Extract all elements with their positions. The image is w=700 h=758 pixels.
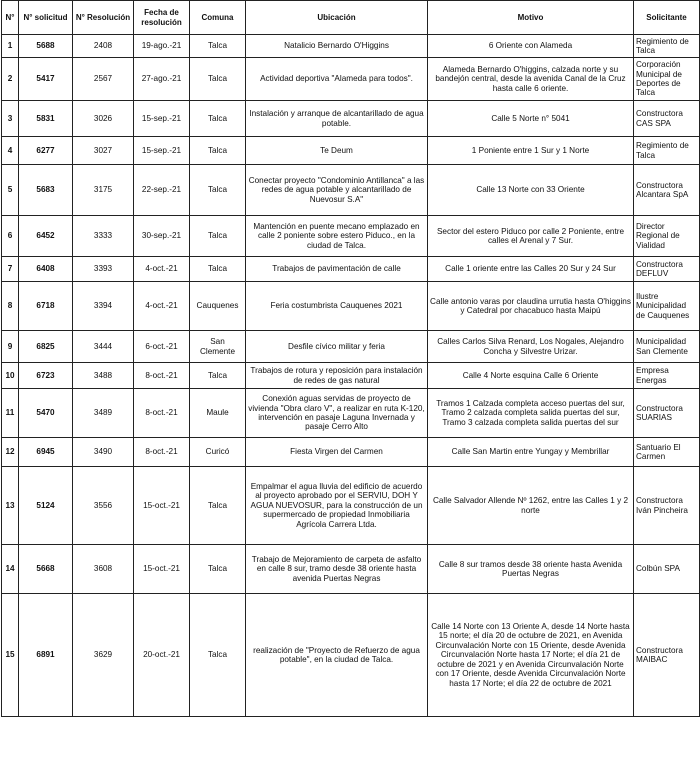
cell-resolucion: 3488 xyxy=(73,363,134,389)
cell-solicitante: Municipalidad San Clemente xyxy=(634,331,700,363)
cell-comuna: Talca xyxy=(190,58,246,101)
cell-comuna: Cauquenes xyxy=(190,282,246,331)
cell-fecha: 6-oct.-21 xyxy=(134,331,190,363)
cell-comuna: Talca xyxy=(190,137,246,165)
cell-fecha: 27-ago.-21 xyxy=(134,58,190,101)
cell-comuna: Talca xyxy=(190,216,246,257)
cell-motivo: Tramos 1 Calzada completa acceso puertas del sur, Tramo 2 calzada completa salida puertas del sur, Tramo 3 calzada completa salida puertas del sur xyxy=(428,389,634,438)
cell-ubicacion: Trabajos de rotura y reposición para instalación de redes de gas natural xyxy=(246,363,428,389)
cell-n: 5 xyxy=(2,165,19,216)
header-fecha: Fecha de resolución xyxy=(134,1,190,35)
cell-ubicacion: Actividad deportiva "Alameda para todos". xyxy=(246,58,428,101)
cell-n: 6 xyxy=(2,216,19,257)
cell-solicitante: Director Regional de Vialidad xyxy=(634,216,700,257)
cell-solicitud: 5668 xyxy=(19,545,73,594)
cell-ubicacion: Fiesta Virgen del Carmen xyxy=(246,438,428,467)
cell-ubicacion: Instalación y arranque de alcantarillado de agua potable. xyxy=(246,101,428,137)
cell-resolucion: 3629 xyxy=(73,594,134,717)
table-row xyxy=(2,438,700,467)
cell-resolucion: 3490 xyxy=(73,438,134,467)
cell-solicitud: 5688 xyxy=(19,35,73,58)
header-motivo: Motivo xyxy=(428,1,634,35)
cell-fecha: 15-sep.-21 xyxy=(134,137,190,165)
cell-motivo: Calle antonio varas por claudina urrutia hasta O'higgins y Catedral por chacabuco hasta Maipú xyxy=(428,282,634,331)
cell-solicitud: 5683 xyxy=(19,165,73,216)
cell-fecha: 22-sep.-21 xyxy=(134,165,190,216)
cell-resolucion: 3444 xyxy=(73,331,134,363)
cell-ubicacion: Conectar proyecto "Condominio Antillanca" a las redes de agua potable y alcantarillado de Nuevosur S.A" xyxy=(246,165,428,216)
cell-n: 7 xyxy=(2,257,19,282)
cell-n: 11 xyxy=(2,389,19,438)
table-row xyxy=(2,389,700,438)
cell-fecha: 15-sep.-21 xyxy=(134,101,190,137)
cell-comuna: Talca xyxy=(190,467,246,545)
cell-motivo: Calles Carlos Silva Renard, Los Nogales, Alejandro Concha y Silvestre Urizar. xyxy=(428,331,634,363)
table-row xyxy=(2,467,700,545)
cell-solicitud: 6452 xyxy=(19,216,73,257)
cell-solicitante: Constructora Alcantara SpA xyxy=(634,165,700,216)
cell-fecha: 20-oct.-21 xyxy=(134,594,190,717)
table-row xyxy=(2,101,700,137)
cell-motivo: Alameda Bernardo O'higgins, calzada norte y su bandejón central, desde la avenida Canal de la Cruz hasta calle 6 oriente. xyxy=(428,58,634,101)
table-row xyxy=(2,137,700,165)
cell-resolucion: 3393 xyxy=(73,257,134,282)
cell-n: 4 xyxy=(2,137,19,165)
cell-fecha: 8-oct.-21 xyxy=(134,389,190,438)
cell-solicitante: Constructora MAIBAC xyxy=(634,594,700,717)
cell-ubicacion: realización de "Proyecto de Refuerzo de agua potable", en la ciudad de Talca. xyxy=(246,594,428,717)
cell-resolucion: 3394 xyxy=(73,282,134,331)
cell-solicitud: 6945 xyxy=(19,438,73,467)
cell-comuna: Talca xyxy=(190,101,246,137)
table-row xyxy=(2,363,700,389)
cell-solicitante: Regimiento de Talca xyxy=(634,137,700,165)
cell-solicitante: Constructora DEFLUV xyxy=(634,257,700,282)
cell-motivo: Calle 14 Norte con 13 Oriente A, desde 14 Norte hasta 15 norte; el día 20 de octubre de 2021, en Avenida Circunvalación Norte con 15 Oriente, desde Avenida Circunvalación Norte hasta 17 Norte; el día 21 de octubre de 2021 y en Avenida Circunvalación Norte con 17 Oriente, desde Avenida Circunvalación Norte hasta 17 Norte; el día 22 de octubre de 2021 xyxy=(428,594,634,717)
cell-solicitud: 6408 xyxy=(19,257,73,282)
cell-motivo: Calle San Martin entre Yungay y Membrillar xyxy=(428,438,634,467)
cell-solicitante: Constructora Iván Pincheira xyxy=(634,467,700,545)
cell-motivo: Calle 5 Norte n° 5041 xyxy=(428,101,634,137)
cell-n: 13 xyxy=(2,467,19,545)
cell-motivo: Calle Salvador Allende Nº 1262, entre las Calles 1 y 2 norte xyxy=(428,467,634,545)
cell-fecha: 30-sep.-21 xyxy=(134,216,190,257)
cell-fecha: 19-ago.-21 xyxy=(134,35,190,58)
header-solicitud: N° solicitud xyxy=(19,1,73,35)
cell-comuna: Talca xyxy=(190,257,246,282)
cell-ubicacion: Te Deum xyxy=(246,137,428,165)
resolutions-table xyxy=(1,0,700,717)
cell-comuna: Talca xyxy=(190,35,246,58)
header-comuna: Comuna xyxy=(190,1,246,35)
cell-solicitud: 6277 xyxy=(19,137,73,165)
table-row xyxy=(2,165,700,216)
table-row xyxy=(2,35,700,58)
cell-solicitud: 5831 xyxy=(19,101,73,137)
cell-solicitante: Empresa Energas xyxy=(634,363,700,389)
cell-solicitante: Constructora CAS SPA xyxy=(634,101,700,137)
cell-n: 12 xyxy=(2,438,19,467)
cell-resolucion: 2567 xyxy=(73,58,134,101)
cell-solicitante: Corporación Municipal de Deportes de Talca xyxy=(634,58,700,101)
cell-n: 10 xyxy=(2,363,19,389)
header-row xyxy=(2,1,700,35)
cell-n: 2 xyxy=(2,58,19,101)
cell-motivo: 1 Poniente entre 1 Sur y 1 Norte xyxy=(428,137,634,165)
header-resolucion: N° Resolución xyxy=(73,1,134,35)
cell-solicitud: 5470 xyxy=(19,389,73,438)
cell-solicitante: Ilustre Municipalidad de Cauquenes xyxy=(634,282,700,331)
cell-fecha: 8-oct.-21 xyxy=(134,438,190,467)
cell-ubicacion: Feria costumbrista Cauquenes 2021 xyxy=(246,282,428,331)
cell-n: 8 xyxy=(2,282,19,331)
cell-solicitud: 6718 xyxy=(19,282,73,331)
cell-ubicacion: Mantención en puente mecano emplazado en calle 2 poniente sobre estero Piduco., en la ciudad de Talca. xyxy=(246,216,428,257)
cell-motivo: Calle 1 oriente entre las Calles 20 Sur y 24 Sur xyxy=(428,257,634,282)
table-row xyxy=(2,257,700,282)
cell-fecha: 8-oct.-21 xyxy=(134,363,190,389)
cell-solicitante: Regimiento de Talca xyxy=(634,35,700,58)
cell-motivo: Calle 4 Norte esquina Calle 6 Oriente xyxy=(428,363,634,389)
cell-n: 14 xyxy=(2,545,19,594)
cell-solicitud: 6723 xyxy=(19,363,73,389)
cell-fecha: 15-oct.-21 xyxy=(134,467,190,545)
cell-solicitud: 6891 xyxy=(19,594,73,717)
cell-resolucion: 3608 xyxy=(73,545,134,594)
cell-solicitud: 5124 xyxy=(19,467,73,545)
cell-fecha: 4-oct.-21 xyxy=(134,257,190,282)
header-solicitante: Solicitante xyxy=(634,1,700,35)
cell-ubicacion: Trabajo de Mejoramiento de carpeta de asfalto en calle 8 sur, tramo desde 38 oriente hasta avenida Puertas Negras xyxy=(246,545,428,594)
cell-comuna: Curicó xyxy=(190,438,246,467)
cell-resolucion: 3026 xyxy=(73,101,134,137)
cell-n: 9 xyxy=(2,331,19,363)
cell-comuna: Talca xyxy=(190,363,246,389)
table-row xyxy=(2,282,700,331)
table-row xyxy=(2,216,700,257)
cell-comuna: Talca xyxy=(190,545,246,594)
header-ubicacion: Ubicación xyxy=(246,1,428,35)
table-row xyxy=(2,594,700,717)
table-row xyxy=(2,58,700,101)
cell-ubicacion: Trabajos de pavimentación de calle xyxy=(246,257,428,282)
cell-comuna: Talca xyxy=(190,594,246,717)
cell-solicitante: Colbún SPA xyxy=(634,545,700,594)
cell-ubicacion: Conexión aguas servidas de proyecto de vivienda "Obra claro V", a realizar en ruta K-120, intervención en pasaje Laguna Invernada y pasaje Cerro Alto xyxy=(246,389,428,438)
cell-resolucion: 2408 xyxy=(73,35,134,58)
cell-resolucion: 3333 xyxy=(73,216,134,257)
cell-motivo: 6 Oriente con Alameda xyxy=(428,35,634,58)
cell-ubicacion: Natalicio Bernardo O'Higgins xyxy=(246,35,428,58)
cell-resolucion: 3489 xyxy=(73,389,134,438)
cell-solicitante: Santuario El Carmen xyxy=(634,438,700,467)
cell-solicitud: 5417 xyxy=(19,58,73,101)
cell-resolucion: 3175 xyxy=(73,165,134,216)
table-row xyxy=(2,545,700,594)
cell-resolucion: 3027 xyxy=(73,137,134,165)
cell-motivo: Sector del estero Piduco por calle 2 Poniente, entre calles el Arenal y 7 Sur. xyxy=(428,216,634,257)
cell-resolucion: 3556 xyxy=(73,467,134,545)
cell-solicitante: Constructora SUARIAS xyxy=(634,389,700,438)
cell-ubicacion: Desfile cívico militar y feria xyxy=(246,331,428,363)
table-row xyxy=(2,331,700,363)
cell-motivo: Calle 8 sur tramos desde 38 oriente hasta Avenida Puertas Negras xyxy=(428,545,634,594)
header-n: N° xyxy=(2,1,19,35)
cell-fecha: 4-oct.-21 xyxy=(134,282,190,331)
cell-comuna: San Clemente xyxy=(190,331,246,363)
table-body xyxy=(2,35,700,717)
cell-motivo: Calle 13 Norte con 33 Oriente xyxy=(428,165,634,216)
cell-solicitud: 6825 xyxy=(19,331,73,363)
cell-comuna: Talca xyxy=(190,165,246,216)
cell-ubicacion: Empalmar el agua lluvia del edificio de acuerdo al proyecto aprobado por el SERVIU, DOH Y AGUA NUEVOSUR, para la construcción de un supermercado de propiedad Inmobiliaria Agrícola Carrera Ltda. xyxy=(246,467,428,545)
cell-n: 1 xyxy=(2,35,19,58)
cell-n: 3 xyxy=(2,101,19,137)
cell-n: 15 xyxy=(2,594,19,717)
cell-comuna: Maule xyxy=(190,389,246,438)
cell-fecha: 15-oct.-21 xyxy=(134,545,190,594)
